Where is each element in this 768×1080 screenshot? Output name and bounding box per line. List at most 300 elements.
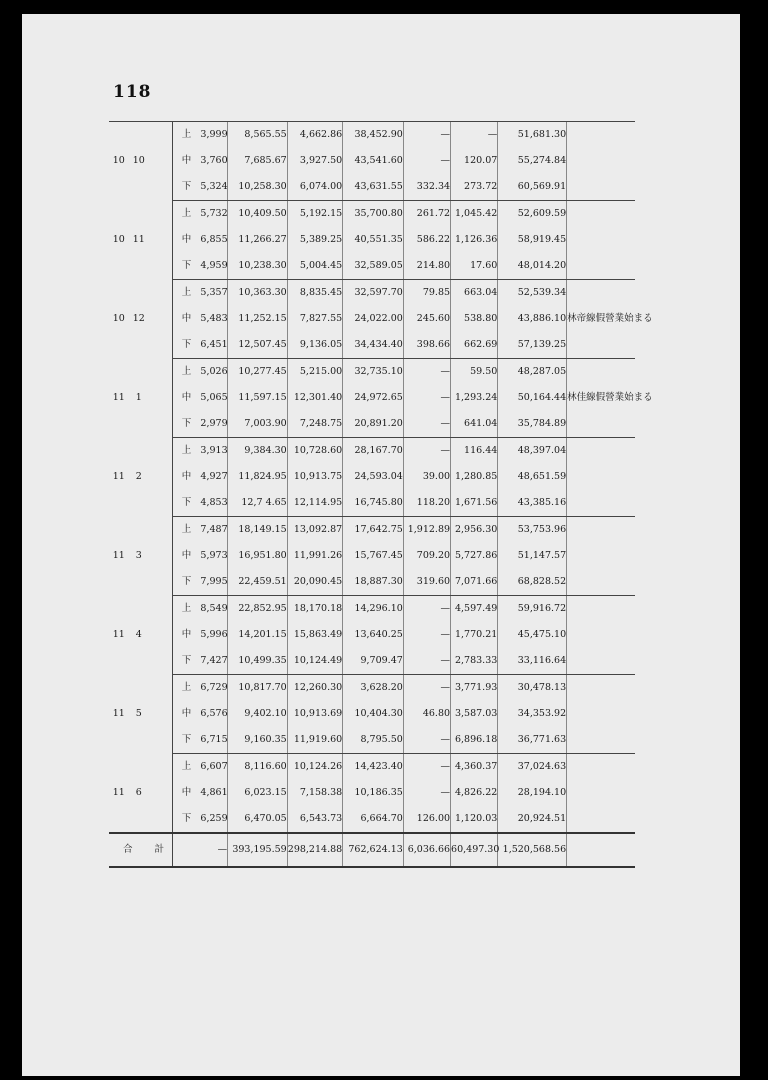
- value-cell-d: 24,593.04: [343, 464, 404, 490]
- total-note-cell: [567, 833, 635, 867]
- note-cell: [567, 359, 635, 386]
- value-cell-a: 4,853: [200, 490, 227, 517]
- year-cell: 11: [112, 786, 125, 798]
- value-cell-a: 3,760: [200, 155, 228, 166]
- total-value-f: 60,497.30: [451, 833, 498, 867]
- table-row: [109, 780, 635, 806]
- period-cell: 上: [172, 754, 200, 781]
- value-cell-e: —: [403, 385, 450, 411]
- value-cell-e: —: [403, 411, 450, 438]
- value-cell-d: 35,700.80: [343, 201, 404, 228]
- period-cell: 下: [172, 411, 200, 438]
- period-cell: 上: [172, 122, 200, 149]
- value-cell-e: —: [403, 122, 450, 149]
- value-cell-c: 12,260.30: [287, 675, 342, 702]
- value-cell-b: 10,499.35: [228, 648, 288, 675]
- value-cell-c: 8,835.45: [287, 280, 342, 307]
- value-cell-d: 14,423.40: [343, 754, 404, 781]
- value-cell-c: 9,136.05: [287, 332, 342, 359]
- period-cell: 中: [172, 227, 200, 253]
- value-cell-g: 50,164.44: [498, 385, 567, 411]
- value-cell-a: 6,451: [200, 332, 227, 359]
- note-cell: [567, 596, 635, 623]
- note-cell: [567, 201, 635, 228]
- value-cell-d: 9,709.47: [343, 648, 404, 675]
- value-cell-f: 59.50: [451, 359, 498, 386]
- table-row: [109, 411, 635, 438]
- value-cell-g: 43,886.10: [498, 306, 567, 332]
- value-cell-c: 6,543.73: [287, 806, 342, 833]
- value-cell-f: 17.60: [451, 253, 498, 280]
- note-cell: 林帝線假營業始まる: [567, 306, 635, 332]
- value-cell-a: 3,999: [200, 122, 227, 149]
- value-cell-e: 1,912.89: [403, 517, 450, 544]
- period-cell: 上: [172, 201, 200, 228]
- value-cell-a: 3,913: [200, 445, 228, 456]
- period-cell: 上: [172, 280, 200, 307]
- value-cell-c: 13,092.87: [287, 517, 342, 544]
- table-row: [109, 280, 635, 307]
- value-cell-b: 12,507.45: [228, 332, 288, 359]
- value-cell-d: 10,186.35: [343, 780, 404, 806]
- year-cell: 11: [112, 550, 125, 561]
- value-cell-c: 10,913.69: [287, 701, 342, 727]
- value-cell-f: 5,727.86: [451, 543, 498, 569]
- note-cell: [567, 411, 635, 438]
- value-cell-e: 126.00: [403, 806, 450, 833]
- value-cell-g: 35,784.89: [498, 411, 567, 438]
- value-cell-a: 6,715: [200, 727, 227, 754]
- table-row: [109, 148, 635, 174]
- ledger-body: [109, 122, 653, 868]
- note-cell: [567, 517, 635, 544]
- value-cell-d: 34,434.40: [343, 332, 404, 359]
- value-cell-f: 538.80: [451, 306, 498, 332]
- year-cell: 11: [112, 708, 125, 719]
- note-cell: [567, 727, 635, 754]
- value-cell-g: 43,385.16: [498, 490, 567, 517]
- value-cell-g: 57,139.25: [498, 332, 567, 359]
- period-cell: 中: [172, 543, 200, 569]
- value-cell-g: 51,147.57: [498, 543, 567, 569]
- period-cell: 下: [172, 253, 200, 280]
- table-row: [109, 122, 635, 149]
- value-cell-a: 6,576: [200, 708, 228, 719]
- note-cell: [567, 438, 635, 465]
- total-value-e: 6,036.66: [403, 833, 450, 867]
- note-cell: [567, 280, 635, 307]
- value-cell-c: 5,192.15: [287, 201, 342, 228]
- value-cell-a: 5,065: [200, 392, 228, 403]
- value-cell-a: 2,979: [200, 411, 227, 438]
- value-cell-d: 15,767.45: [343, 543, 404, 569]
- period-cell: 下: [172, 174, 200, 201]
- note-cell: [567, 543, 635, 569]
- note-cell: [567, 227, 635, 253]
- table-row: [109, 754, 635, 781]
- value-cell-e: —: [403, 622, 450, 648]
- note-cell: [567, 754, 635, 781]
- value-cell-d: 28,167.70: [343, 438, 404, 465]
- value-cell-e: 39.00: [403, 464, 450, 490]
- note-cell: [567, 332, 635, 359]
- value-cell-b: 18,149.15: [228, 517, 288, 544]
- value-cell-e: —: [403, 780, 450, 806]
- month-cell: 1: [135, 392, 142, 403]
- period-cell: 上: [172, 359, 200, 386]
- value-cell-d: 38,452.90: [343, 122, 404, 149]
- value-cell-b: 11,266.27: [228, 227, 288, 253]
- value-cell-b: 10,258.30: [228, 174, 288, 201]
- value-cell-a: 5,996: [200, 629, 228, 640]
- value-cell-b: 8,116.60: [228, 754, 288, 781]
- value-cell-d: 3,628.20: [343, 675, 404, 702]
- value-cell-b: 9,160.35: [228, 727, 288, 754]
- value-cell-c: 7,158.38: [287, 780, 342, 806]
- value-cell-f: 1,671.56: [451, 490, 498, 517]
- value-cell-b: 11,824.95: [228, 464, 288, 490]
- value-cell-d: 32,735.10: [343, 359, 404, 386]
- value-cell-f: —: [451, 122, 498, 149]
- value-cell-c: 5,389.25: [287, 227, 342, 253]
- value-cell-g: 45,475.10: [498, 622, 567, 648]
- total-value-g: 1,520,568.56: [498, 833, 567, 867]
- total-value-d: 762,624.13: [343, 833, 404, 867]
- value-cell-c: 5,004.45: [287, 253, 342, 280]
- value-cell-a: 5,324: [200, 174, 227, 201]
- value-cell-a: 7,427: [200, 648, 227, 675]
- value-cell-a: 6,607: [200, 761, 228, 772]
- note-cell: [567, 806, 635, 833]
- value-cell-b: 6,470.05: [228, 806, 288, 833]
- period-cell: 上: [172, 675, 200, 702]
- value-cell-g: 48,651.59: [498, 464, 567, 490]
- value-cell-f: 1,126.36: [451, 227, 498, 253]
- value-cell-g: 37,024.63: [498, 754, 567, 781]
- value-cell-d: 13,640.25: [343, 622, 404, 648]
- note-cell: [567, 622, 635, 648]
- value-cell-b: 10,238.30: [228, 253, 288, 280]
- value-cell-c: 10,124.26: [287, 754, 342, 781]
- value-cell-a: 5,732: [200, 208, 228, 219]
- month-cell: 2: [135, 471, 142, 482]
- value-cell-b: 10,817.70: [228, 675, 288, 702]
- value-cell-g: 51,681.30: [498, 122, 567, 149]
- month-cell: 3: [135, 550, 142, 561]
- value-cell-c: 6,074.00: [287, 174, 342, 201]
- value-cell-g: 60,569.91: [498, 174, 567, 201]
- value-cell-e: 398.66: [403, 332, 450, 359]
- note-cell: [567, 253, 635, 280]
- month-cell: 12: [132, 313, 145, 324]
- value-cell-b: 12,7 4.65: [228, 490, 288, 517]
- year-cell: 11: [112, 471, 125, 482]
- page-number: 118: [113, 82, 152, 102]
- note-cell: 林佳線假營業始まる: [567, 385, 635, 411]
- value-cell-c: 12,114.95: [287, 490, 342, 517]
- value-cell-d: 18,887.30: [343, 569, 404, 596]
- value-cell-f: 4,360.37: [451, 754, 498, 781]
- value-cell-f: 7,071.66: [451, 569, 498, 596]
- value-cell-d: 40,551.35: [343, 227, 404, 253]
- value-cell-b: 11,597.15: [228, 385, 288, 411]
- value-cell-g: 48,287.05: [498, 359, 567, 386]
- table-row: [109, 385, 635, 411]
- value-cell-f: 120.07: [451, 148, 498, 174]
- value-cell-g: 34,353.92: [498, 701, 567, 727]
- value-cell-b: 14,201.15: [228, 622, 288, 648]
- value-cell-d: 24,022.00: [343, 306, 404, 332]
- year-cell: 10: [112, 313, 125, 324]
- value-cell-f: 1,045.42: [451, 201, 498, 228]
- spacer-cell: [149, 122, 172, 201]
- spacer-cell: [149, 280, 172, 359]
- value-cell-e: 586.22: [403, 227, 450, 253]
- value-cell-b: 9,384.30: [228, 438, 288, 465]
- value-cell-g: 58,919.45: [498, 227, 567, 253]
- value-cell-f: 1,120.03: [451, 806, 498, 833]
- value-cell-a: 6,729: [200, 682, 228, 693]
- value-cell-d: 32,589.05: [343, 253, 404, 280]
- note-cell: [567, 701, 635, 727]
- value-cell-g: 68,828.52: [498, 569, 567, 596]
- value-cell-e: —: [403, 754, 450, 781]
- value-cell-c: 11,919.60: [287, 727, 342, 754]
- value-cell-g: 36,771.63: [498, 727, 567, 754]
- value-cell-f: 6,896.18: [451, 727, 498, 754]
- value-cell-g: 48,014.20: [498, 253, 567, 280]
- value-cell-g: 55,274.84: [498, 148, 567, 174]
- period-cell: 下: [172, 332, 200, 359]
- value-cell-b: 10,363.30: [228, 280, 288, 307]
- period-cell: 下: [172, 648, 200, 675]
- value-cell-e: 332.34: [403, 174, 450, 201]
- value-cell-b: 10,277.45: [228, 359, 288, 386]
- table-row: [109, 701, 635, 727]
- value-cell-d: 6,664.70: [343, 806, 404, 833]
- value-cell-a: 8,549: [200, 603, 228, 614]
- value-cell-a: 6,259: [200, 806, 227, 833]
- table-row: [109, 517, 635, 544]
- value-cell-a: 7,487: [200, 524, 228, 535]
- value-cell-c: 4,662.86: [287, 122, 342, 149]
- total-label: 合計: [109, 833, 172, 867]
- value-cell-f: 3,587.03: [451, 701, 498, 727]
- value-cell-e: —: [403, 359, 450, 386]
- value-cell-e: —: [403, 438, 450, 465]
- note-cell: [567, 648, 635, 675]
- total-row: [109, 833, 635, 867]
- note-cell: [567, 148, 635, 174]
- period-cell: 中: [172, 701, 200, 727]
- value-cell-f: 4,597.49: [451, 596, 498, 623]
- value-cell-b: 8,565.55: [228, 122, 288, 149]
- value-cell-c: 11,991.26: [287, 543, 342, 569]
- year-cell: 11: [112, 392, 125, 403]
- value-cell-e: —: [403, 675, 450, 702]
- value-cell-a: 4,959: [200, 253, 227, 280]
- period-cell: 上: [172, 517, 200, 544]
- value-cell-g: 30,478.13: [498, 675, 567, 702]
- value-cell-f: 1,293.24: [451, 385, 498, 411]
- period-cell: 上: [172, 438, 200, 465]
- value-cell-e: —: [403, 727, 450, 754]
- value-cell-a: 5,357: [200, 287, 228, 298]
- period-cell: 下: [172, 569, 200, 596]
- period-cell: 中: [172, 385, 200, 411]
- spacer-cell: [149, 438, 172, 517]
- value-cell-e: —: [403, 148, 450, 174]
- value-cell-g: 52,609.59: [498, 201, 567, 228]
- value-cell-d: 32,597.70: [343, 280, 404, 307]
- period-cell: 中: [172, 306, 200, 332]
- table-row: [109, 543, 635, 569]
- value-cell-c: 10,728.60: [287, 438, 342, 465]
- note-cell: [567, 675, 635, 702]
- value-cell-e: 261.72: [403, 201, 450, 228]
- value-cell-a: 4,861: [200, 787, 228, 798]
- value-cell-e: 709.20: [403, 543, 450, 569]
- value-cell-e: 319.60: [403, 569, 450, 596]
- table-row: [109, 569, 635, 596]
- period-cell: 下: [172, 806, 200, 833]
- value-cell-a: 7,995: [200, 569, 227, 596]
- note-cell: [567, 464, 635, 490]
- value-cell-a: 5,973: [200, 550, 228, 561]
- value-cell-f: 641.04: [451, 411, 498, 438]
- value-cell-c: 12,301.40: [287, 385, 342, 411]
- table-row: [109, 438, 635, 465]
- value-cell-f: 2,783.33: [451, 648, 498, 675]
- value-cell-d: 43,541.60: [343, 148, 404, 174]
- value-cell-f: 1,280.85: [451, 464, 498, 490]
- value-cell-g: 52,539.34: [498, 280, 567, 307]
- value-cell-d: 10,404.30: [343, 701, 404, 727]
- period-cell: 中: [172, 148, 200, 174]
- value-cell-b: 7,685.67: [228, 148, 288, 174]
- value-cell-a: 4,927: [200, 471, 228, 482]
- table-row: [109, 464, 635, 490]
- table-row: [109, 806, 635, 833]
- note-cell: [567, 174, 635, 201]
- value-cell-e: 79.85: [403, 280, 450, 307]
- spacer-cell: [149, 596, 172, 675]
- table-row: [109, 727, 635, 754]
- table-row: [109, 675, 635, 702]
- value-cell-b: 10,409.50: [228, 201, 288, 228]
- period-cell: 上: [172, 596, 200, 623]
- value-cell-d: 8,795.50: [343, 727, 404, 754]
- table-row: [109, 174, 635, 201]
- note-cell: [567, 122, 635, 149]
- spacer-cell: [149, 754, 172, 834]
- total-value-c: 298,214.88: [287, 833, 342, 867]
- year-cell: 10: [112, 234, 125, 245]
- month-cell: 4: [135, 629, 142, 640]
- value-cell-c: 10,913.75: [287, 464, 342, 490]
- value-cell-d: 43,631.55: [343, 174, 404, 201]
- value-cell-a: 5,026: [200, 366, 228, 377]
- value-cell-c: 7,248.75: [287, 411, 342, 438]
- value-cell-c: 15,863.49: [287, 622, 342, 648]
- period-cell: 下: [172, 490, 200, 517]
- table-row: [109, 622, 635, 648]
- value-cell-c: 10,124.49: [287, 648, 342, 675]
- value-cell-b: 22,852.95: [228, 596, 288, 623]
- value-cell-f: 2,956.30: [451, 517, 498, 544]
- value-cell-c: 18,170.18: [287, 596, 342, 623]
- month-cell: 5: [135, 708, 142, 719]
- value-cell-e: 118.20: [403, 490, 450, 517]
- period-cell: 中: [172, 622, 200, 648]
- value-cell-b: 16,951.80: [228, 543, 288, 569]
- value-cell-e: —: [403, 596, 450, 623]
- value-cell-f: 4,826.22: [451, 780, 498, 806]
- total-value-b: 393,195.59: [228, 833, 288, 867]
- value-cell-c: 5,215.00: [287, 359, 342, 386]
- value-cell-g: 53,753.96: [498, 517, 567, 544]
- table-row: [109, 648, 635, 675]
- table-row: [109, 332, 635, 359]
- value-cell-a: 6,855: [200, 234, 228, 245]
- value-cell-b: 9,402.10: [228, 701, 288, 727]
- table-row: [109, 227, 635, 253]
- spacer-cell: [149, 517, 172, 596]
- table-row: [109, 253, 635, 280]
- value-cell-f: 663.04: [451, 280, 498, 307]
- period-cell: 中: [172, 780, 200, 806]
- table-row: [109, 306, 635, 332]
- total-value-a: —: [200, 833, 227, 867]
- value-cell-e: —: [403, 648, 450, 675]
- value-cell-g: 28,194.10: [498, 780, 567, 806]
- value-cell-a: 5,483: [200, 313, 228, 324]
- note-cell: [567, 490, 635, 517]
- table-row: [109, 490, 635, 517]
- month-cell: 11: [132, 234, 145, 245]
- value-cell-d: 14,296.10: [343, 596, 404, 623]
- period-cell: 中: [172, 464, 200, 490]
- value-cell-d: 16,745.80: [343, 490, 404, 517]
- spacer-cell: [149, 675, 172, 754]
- month-cell: 6: [135, 786, 142, 798]
- year-cell: 10: [109, 122, 129, 201]
- value-cell-e: 46.80: [403, 701, 450, 727]
- value-cell-f: 1,770.21: [451, 622, 498, 648]
- value-cell-c: 20,090.45: [287, 569, 342, 596]
- value-cell-c: 7,827.55: [287, 306, 342, 332]
- spacer-cell: [149, 359, 172, 438]
- value-cell-g: 20,924.51: [498, 806, 567, 833]
- spacer-cell: [149, 201, 172, 280]
- value-cell-d: 20,891.20: [343, 411, 404, 438]
- value-cell-c: 3,927.50: [287, 148, 342, 174]
- month-cell: 10: [129, 122, 150, 201]
- value-cell-b: 6,023.15: [228, 780, 288, 806]
- table-row: [109, 596, 635, 623]
- value-cell-f: 273.72: [451, 174, 498, 201]
- year-cell: 11: [112, 629, 125, 640]
- period-cell: 下: [172, 727, 200, 754]
- value-cell-g: 59,916.72: [498, 596, 567, 623]
- table-row: [109, 359, 635, 386]
- value-cell-d: 17,642.75: [343, 517, 404, 544]
- note-cell: [567, 780, 635, 806]
- note-cell: [567, 569, 635, 596]
- value-cell-g: 48,397.04: [498, 438, 567, 465]
- value-cell-f: 662.69: [451, 332, 498, 359]
- table-row: [109, 201, 635, 228]
